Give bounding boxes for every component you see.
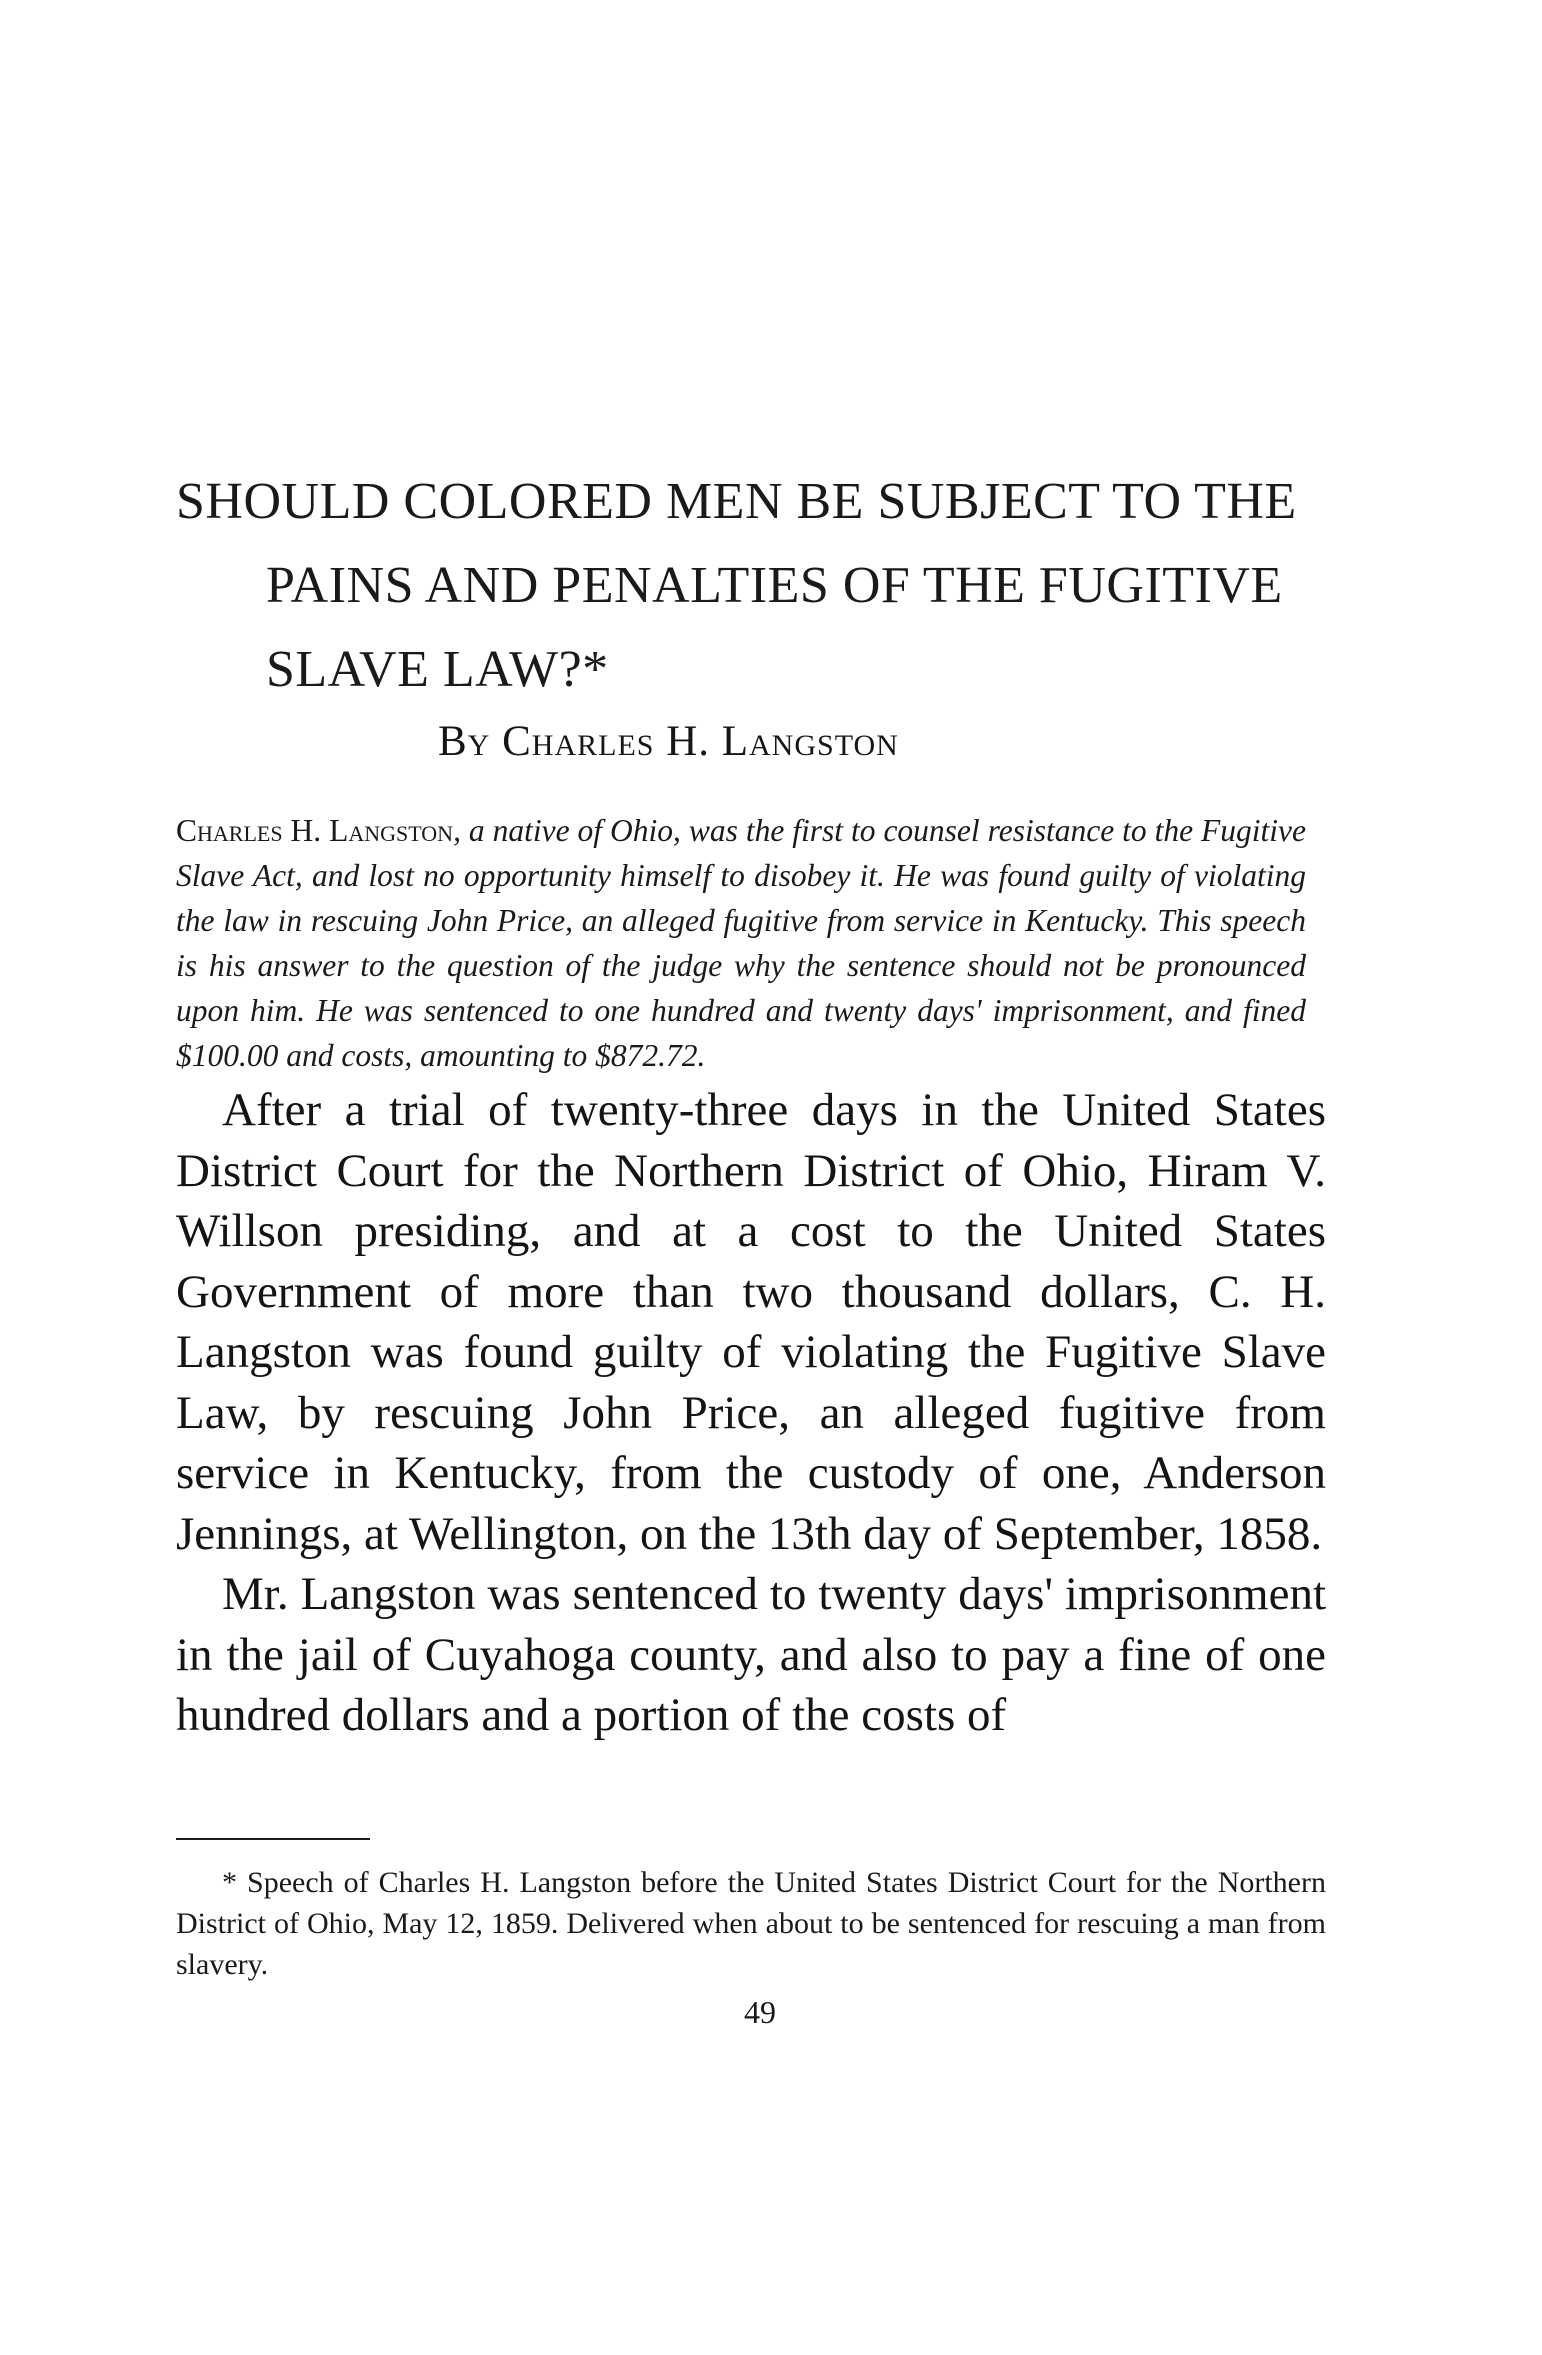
editorial-introduction bbox=[176, 808, 1306, 1078]
article-title bbox=[176, 460, 1356, 712]
footnote-marker: * bbox=[222, 1866, 237, 1899]
footnote-divider bbox=[176, 1838, 370, 1840]
footnote-text: Speech of Charles H. Langston before the United States District Court for the Northern District of Ohio, May 12, 1859. Delivered when about to be sentenced for rescuing a man from slavery. bbox=[176, 1866, 1326, 1981]
footnote bbox=[176, 1862, 1326, 1985]
title-line-2: PAINS AND PENALTIES OF THE FUGITIVE bbox=[266, 557, 1283, 614]
body-paragraph-1: After a trial of twenty-three days in the United States District Court for the Northern District of Ohio, Hiram V. Willson presiding, and at a cost to the United States Government of more than two thousand dollars, C. H. Langston was found guilty of violating the Fugitive Slave Law, by rescuing John Price, an alleged fugitive from service in Kentucky, from the custody of one, Anderson Jennings, at Wellington, on the 13th day of September, 1858. bbox=[176, 1084, 1326, 1560]
intro-author-name: Charles H. Langston bbox=[176, 813, 454, 848]
title-line-1: SHOULD COLORED MEN BE SUBJECT TO THE bbox=[176, 473, 1297, 530]
author-byline: By Charles H. Langston bbox=[438, 718, 899, 765]
intro-text: , a native of Ohio, was the first to counsel resistance to the Fugitive Slave Act, and lost no opportunity himself to disobey it. He was found guilty of violating the law in rescuing John Price, an alleged fugitive from service in Kentucky. This speech is his answer to the question of the judge why the sentence should not be pronounced upon him. He was sentenced to one hundred and twenty days' imprisonment, and fined $100.00 and costs, amounting to $872.72. bbox=[176, 813, 1306, 1073]
title-line-3: SLAVE LAW?* bbox=[266, 641, 609, 698]
body-paragraph-2: Mr. Langston was sentenced to twenty days' imprisonment in the jail of Cuyahoga county, and also to pay a fine of one hundred dollars and a portion of the costs of bbox=[176, 1568, 1326, 1741]
speech-body bbox=[176, 1080, 1326, 1746]
page-number: 49 bbox=[744, 1994, 776, 2030]
